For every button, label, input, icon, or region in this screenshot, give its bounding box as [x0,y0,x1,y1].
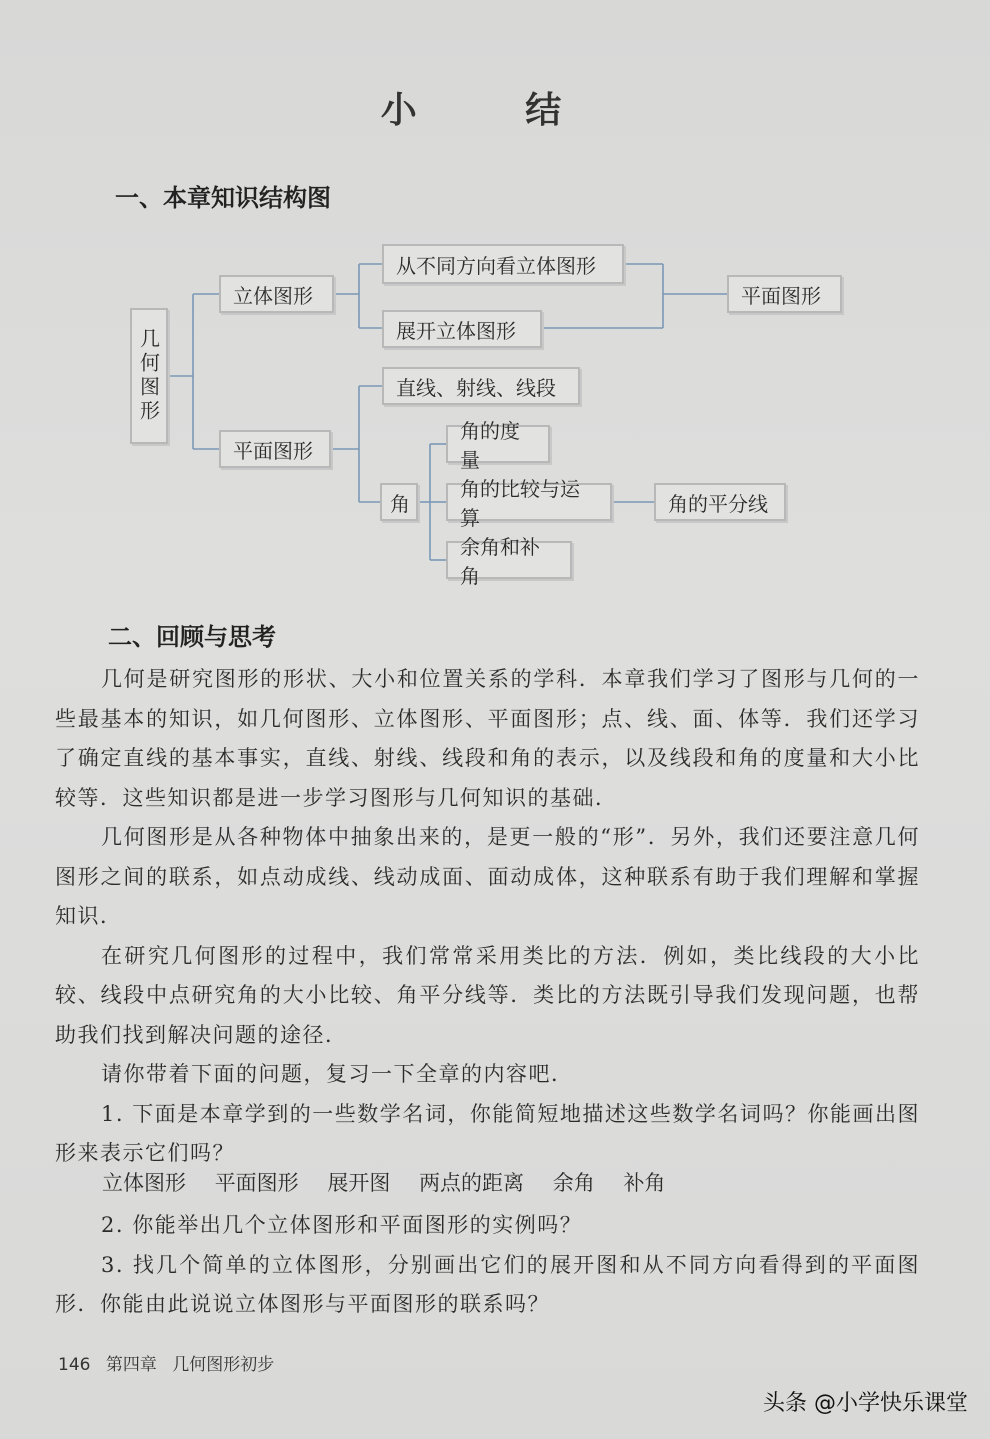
watermark: 头条 @小学快乐课堂 [763,1391,968,1416]
paragraph-3: 在研究几何图形的过程中，我们常常采用类比的方法．例如，类比线段的大小比较、线段中点研究角的大小比较、角平分线等．类比的方法既引导我们发现问题，也帮助我们找到解决问题的途径． [55,943,920,1047]
page-title: 小 结 [380,89,610,131]
node-plane-figures: 平面图形 [219,430,331,468]
paragraph-1: 几何是研究图形的形状、大小和位置关系的学科．本章我们学习了图形与几何的一些最基本的知识，如几何图形、立体图形、平面图形；点、线、面、体等．我们还学习了确定直线的基本事实，直线、射线、线段和角的表示，以及线段和角的度量和大小比较等．这些知识都是进一步学习图形与几何知识的基础． [55,667,920,810]
node-line-ray-segment: 直线、射线、线段 [382,367,580,405]
term-item: 余角 [552,1171,595,1195]
node-unfold-solid: 展开立体图形 [382,310,542,348]
paragraph-2: 几何图形是从各种物体中抽象出来的，是更一般的“形”．另外，我们还要注意几何图形之间的联系，如点动成线、线动成面、面动成体，这种联系有助于我们理解和掌握知识． [55,825,920,928]
section-heading-review: 二、回顾与思考 [108,623,276,651]
term-item: 平面图形 [214,1171,299,1195]
node-geometric-figures: 几何图形 [130,308,168,444]
chapter-label: 第四章 [105,1355,157,1375]
paragraph-4: 请你带着下面的问题，复习一下全章的内容吧． [101,1062,574,1086]
question-3: 3. 找几个简单的立体图形，分别画出它们的展开图和从不同方向看得到的平面图形．你能由此说说立体图形与平面图形的联系吗？ [55,1252,920,1316]
term-item: 补角 [623,1171,666,1195]
page-footer [58,1350,284,1375]
node-angle: 角 [380,483,418,521]
term-item: 展开图 [327,1171,391,1195]
node-solid-figures: 立体图形 [219,275,334,313]
page-number: 146 [58,1355,91,1375]
node-plane-figures-result: 平面图形 [727,275,842,313]
chapter-title: 几何图形初步 [172,1355,275,1375]
node-angle-bisector: 角的平分线 [654,483,786,521]
term-item: 立体图形 [102,1171,186,1195]
review-questions [55,1206,920,1325]
term-list [102,1167,687,1197]
question-1: 1. 下面是本章学到的一些数学名词，你能简短地描述这些数学名词吗？你能画出图形来表示它们吗？ [55,1101,920,1165]
term-item: 两点的距离 [419,1171,525,1195]
node-angle-compare-operate: 角的比较与运算 [446,483,612,521]
review-text [55,660,920,1174]
knowledge-structure-diagram [0,0,990,620]
node-angle-measure: 角的度量 [446,425,550,463]
question-2: 2. 你能举出几个立体图形和平面图形的实例吗？ [101,1213,583,1237]
section-heading-structure: 一、本章知识结构图 [115,184,331,212]
node-complementary-supplementary: 余角和补角 [446,541,572,579]
node-view-from-directions: 从不同方向看立体图形 [382,244,624,284]
